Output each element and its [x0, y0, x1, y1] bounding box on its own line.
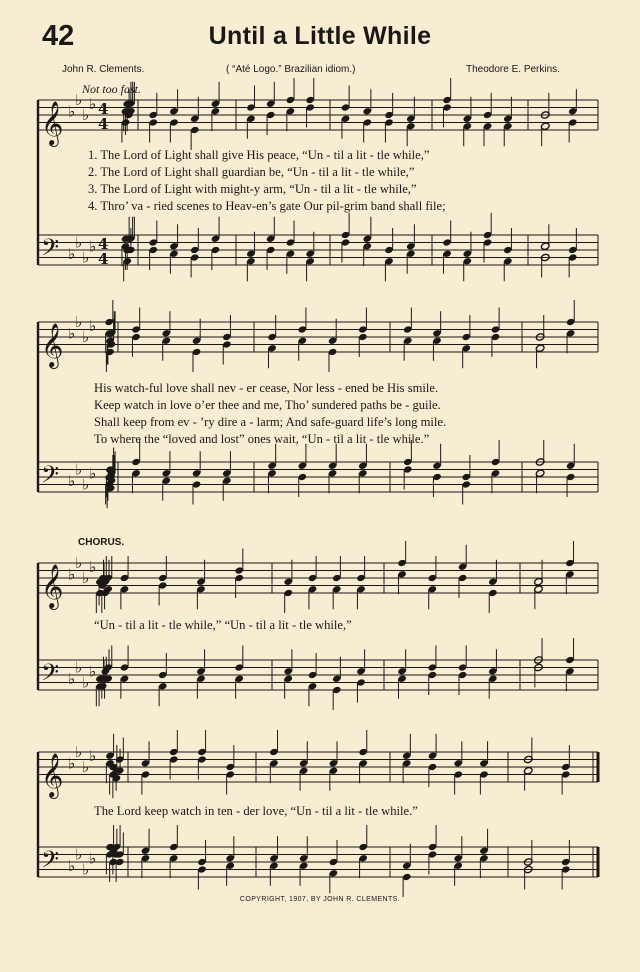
time-signature-top: 4 [98, 235, 109, 253]
flat-icon: ♭ [75, 845, 83, 864]
hymn-title: Until a Little While [208, 22, 432, 50]
tempo-marking: Not too fast. [82, 82, 142, 96]
time-signature-bottom: 4 [98, 115, 109, 133]
bass-staff [38, 825, 598, 897]
flat-icon: ♭ [89, 94, 97, 113]
flat-icon: ♭ [68, 856, 76, 875]
flat-icon: ♭ [82, 106, 90, 124]
flat-icon: ♭ [89, 849, 97, 868]
flat-icon: ♭ [75, 554, 83, 572]
treble-clef-icon: 𝄞 [41, 753, 64, 797]
flat-icon: ♭ [68, 324, 76, 343]
flat-icon: ♭ [68, 754, 76, 773]
verse-4-line-b: To where the “loved and lost” ones wait, “Un - til a lit - tle while.” [94, 432, 430, 446]
verse-1-line-b: His watch-ful love shall nev - er cease, Nor less - ened be His smile. [94, 381, 439, 395]
flat-icon: ♭ [82, 569, 90, 587]
flat-icon: ♭ [68, 102, 76, 121]
chorus-lyrics-1: “Un - til a lit - tle while,” “Un - til a lit - tle while,” [94, 618, 352, 632]
verse-3-line-b: Shall keep from ev - ’ry dire a - larm; And safe-guard life’s long mile. [94, 415, 447, 429]
flat-icon: ♭ [75, 743, 83, 761]
lyricist-credit: John R. Clements. [62, 64, 145, 75]
flat-icon: ♭ [89, 746, 97, 765]
flat-icon: ♭ [82, 758, 90, 776]
flat-icon: ♭ [68, 669, 76, 688]
flat-icon: ♭ [82, 328, 90, 346]
flat-icon: ♭ [89, 662, 97, 681]
flat-icon: ♭ [75, 233, 83, 252]
page-number: 42 [42, 20, 75, 52]
time-signature-bottom: 4 [98, 250, 109, 268]
flat-icon: ♭ [89, 237, 97, 256]
bass-clef-icon: 𝄢 [41, 658, 60, 692]
flat-icon: ♭ [68, 471, 76, 490]
chorus-lyrics-2: The Lord keep watch in ten - der love, “Un - til a lit - tle while.” [94, 804, 418, 818]
flat-icon: ♭ [75, 460, 83, 479]
flat-icon: ♭ [89, 557, 97, 576]
flat-icon: ♭ [89, 316, 97, 335]
flat-icon: ♭ [82, 673, 90, 692]
flat-icon: ♭ [82, 860, 90, 879]
verse-3-line-a: 3. The Lord of Light with might-y arm, “Un - til a lit - tle while,” [88, 182, 417, 196]
treble-clef-icon: 𝄞 [41, 101, 64, 145]
bass-clef-icon: 𝄢 [41, 460, 60, 494]
flat-icon: ♭ [75, 313, 83, 331]
treble-clef-icon: 𝄞 [41, 564, 64, 608]
treble-clef-icon: 𝄞 [41, 323, 64, 367]
verse-4-line-a: 4. Thro’ va - ried scenes to Heav-en’s gate Our pil-grim band shall file; [88, 199, 446, 213]
time-signature-top: 4 [98, 100, 109, 118]
bass-clef-icon: 𝄢 [41, 233, 60, 267]
treble-staff [38, 730, 598, 799]
flat-icon: ♭ [89, 464, 97, 483]
composer-credit: Theodore E. Perkins. [466, 64, 560, 75]
flat-icon: ♭ [75, 91, 83, 109]
bass-clef-icon: 𝄢 [41, 845, 60, 879]
flat-icon: ♭ [75, 658, 83, 677]
verse-2-line-a: 2. The Lord of Light shall guardian be, “Un - til a lit - tle while,” [88, 165, 415, 179]
copyright-notice: COPYRIGHT, 1907, BY JOHN R. CLEMENTS. [239, 896, 401, 903]
flat-icon: ♭ [82, 475, 90, 494]
flat-icon: ♭ [68, 244, 76, 263]
flat-icon: ♭ [68, 565, 76, 584]
chorus-label: CHORUS. [78, 537, 125, 548]
flat-icon: ♭ [82, 248, 90, 267]
verse-2-line-b: Keep watch in love o’er thee and me, Tho’ sundered paths be - guile. [94, 398, 441, 412]
verse-1-line-a: 1. The Lord of Light shall give His peace, “Un - til a lit - tle while,” [88, 148, 430, 162]
source-note: ( “Até Logo.” Brazilian idiom.) [226, 64, 356, 75]
